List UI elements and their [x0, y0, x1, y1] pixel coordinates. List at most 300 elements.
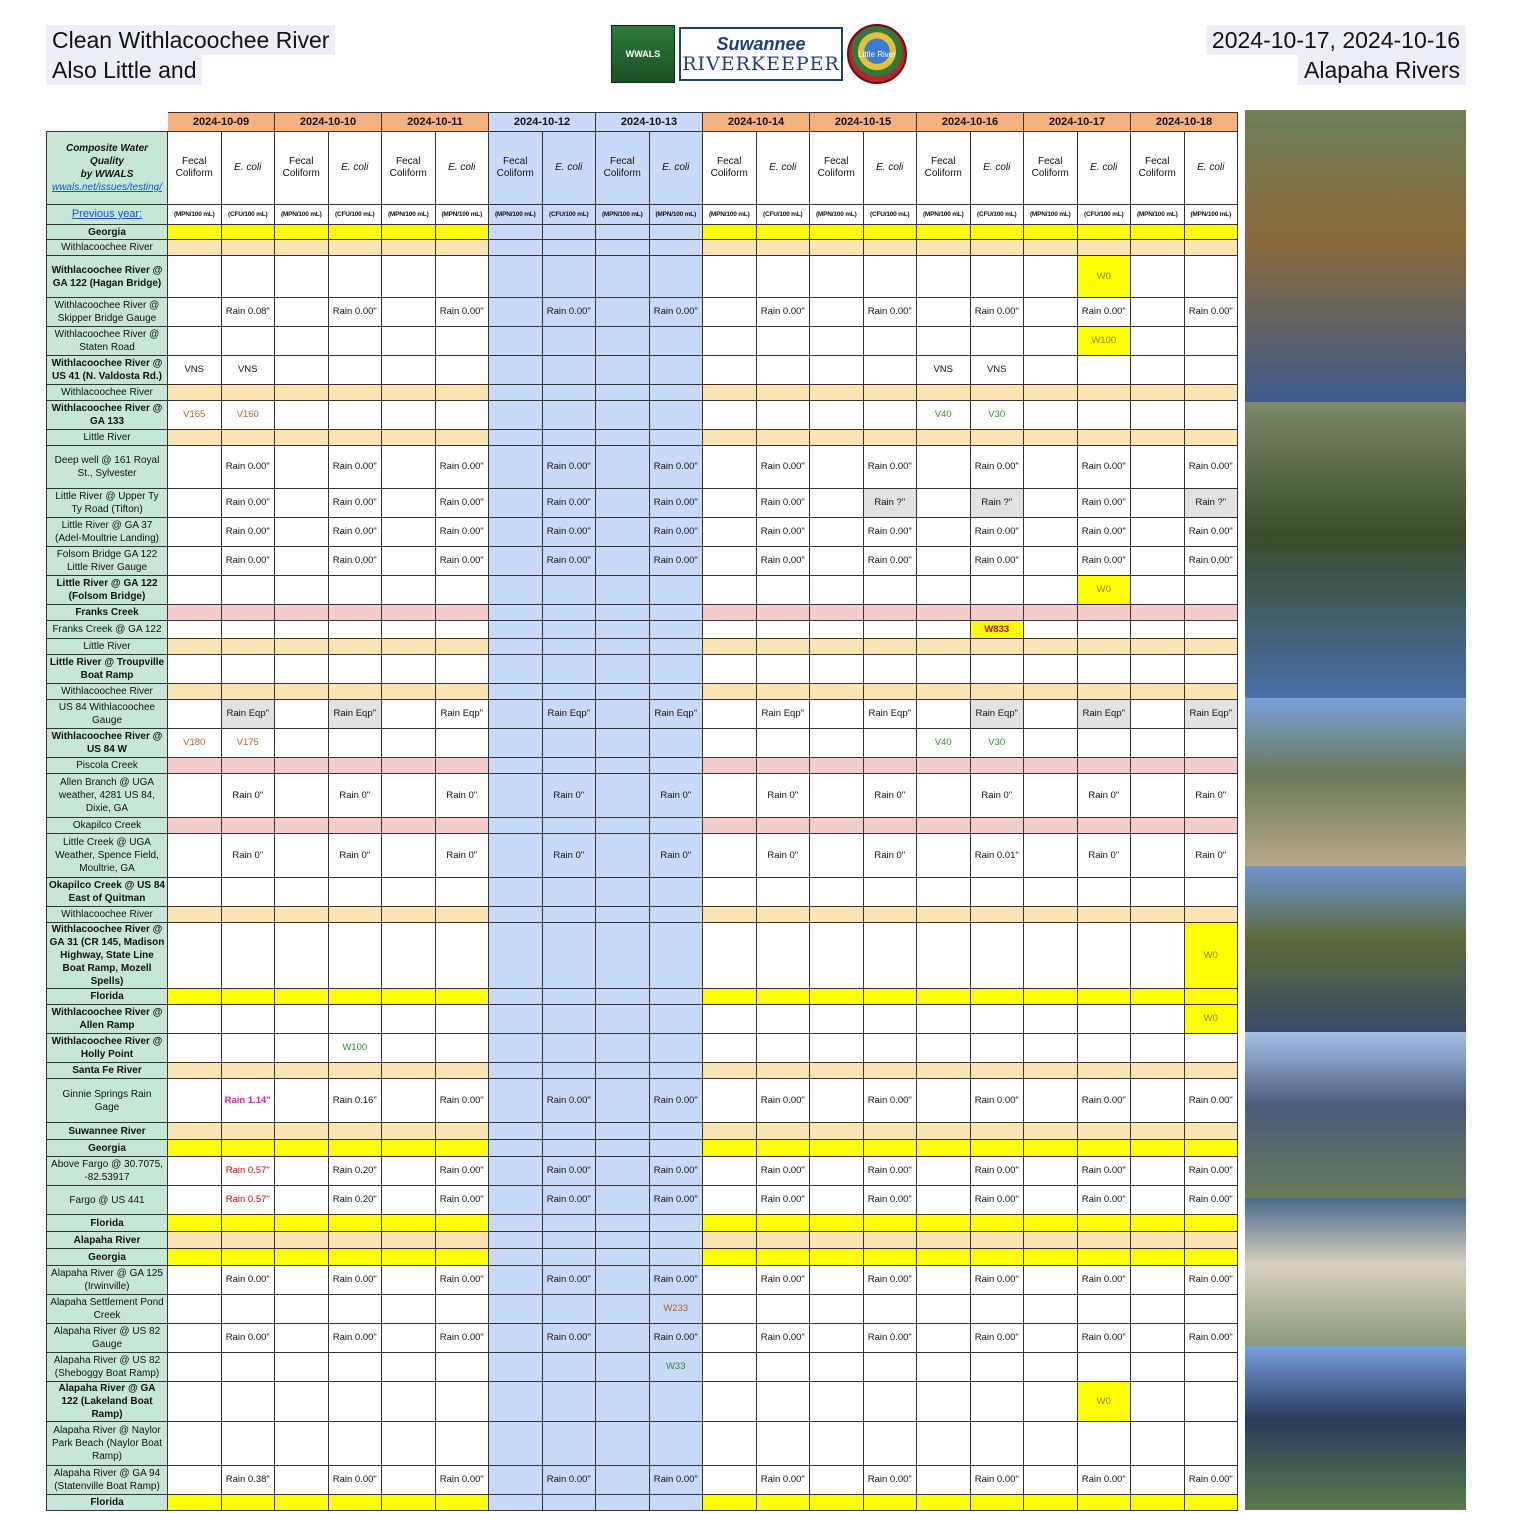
reading-cell: Rain 0.00" — [328, 518, 382, 547]
empty-cell — [168, 430, 222, 446]
empty-cell — [489, 1079, 543, 1123]
empty-cell — [489, 446, 543, 489]
reading-cell: Rain 0.00" — [221, 489, 275, 518]
empty-cell — [596, 1215, 650, 1232]
empty-cell — [542, 1382, 596, 1422]
reading-cell: Rain 0.00" — [221, 1324, 275, 1353]
reading-cell: Rain 0.38" — [221, 1466, 275, 1495]
site-row — [47, 489, 1238, 518]
empty-cell — [168, 834, 222, 878]
empty-cell — [970, 758, 1024, 774]
reading-cell: Rain 0.20" — [328, 1186, 382, 1215]
empty-cell — [596, 547, 650, 576]
reading-cell: Rain Eqp" — [970, 700, 1024, 729]
empty-cell — [328, 1422, 382, 1466]
empty-cell — [917, 1034, 971, 1063]
unit-cell: (CFU/100 mL) — [863, 205, 917, 225]
empty-cell — [1131, 1495, 1185, 1511]
reading-cell: Rain 0" — [435, 774, 489, 818]
reading-cell: Rain 0" — [221, 834, 275, 878]
empty-cell — [1077, 878, 1131, 907]
empty-cell — [703, 1215, 757, 1232]
empty-cell — [649, 1005, 703, 1034]
empty-cell — [756, 1034, 810, 1063]
ecoli-header: E. coli — [435, 132, 489, 205]
empty-cell — [756, 605, 810, 621]
empty-cell — [596, 989, 650, 1005]
reading-cell: Rain 0.00" — [863, 547, 917, 576]
empty-cell — [756, 621, 810, 639]
empty-cell — [275, 923, 329, 989]
site-label: Franks Creek — [47, 605, 168, 621]
unit-cell: (MPN/100 mL) — [596, 205, 650, 225]
empty-cell — [1184, 1353, 1238, 1382]
empty-cell — [917, 298, 971, 327]
empty-cell — [917, 834, 971, 878]
empty-cell — [863, 225, 917, 240]
wwals-testing-link[interactable]: wwals.net/issues/testing/ — [51, 182, 163, 193]
river-photo-4 — [1245, 866, 1466, 1033]
empty-cell — [168, 1466, 222, 1495]
empty-cell — [703, 1249, 757, 1266]
empty-cell — [703, 1295, 757, 1324]
empty-cell — [435, 729, 489, 758]
empty-cell — [863, 1232, 917, 1249]
empty-cell — [970, 1295, 1024, 1324]
reading-cell: Rain 0.00" — [970, 1186, 1024, 1215]
empty-cell — [221, 430, 275, 446]
empty-cell — [168, 818, 222, 834]
site-row — [47, 1034, 1238, 1063]
empty-cell — [221, 576, 275, 605]
empty-cell — [756, 1140, 810, 1157]
empty-cell — [596, 729, 650, 758]
empty-cell — [489, 1232, 543, 1249]
site-row — [47, 1466, 1238, 1495]
reading-cell: Rain 0" — [863, 834, 917, 878]
reading-cell: Rain 0.00" — [1077, 1266, 1131, 1295]
empty-cell — [756, 878, 810, 907]
empty-cell — [382, 684, 436, 700]
empty-cell — [1077, 639, 1131, 655]
site-row — [47, 298, 1238, 327]
empty-cell — [221, 385, 275, 401]
empty-cell — [1184, 621, 1238, 639]
empty-cell — [328, 989, 382, 1005]
empty-cell — [596, 1123, 650, 1140]
empty-cell — [703, 518, 757, 547]
date-header: 2024-10-11 — [382, 113, 489, 132]
site-row — [47, 729, 1238, 758]
empty-cell — [489, 256, 543, 298]
empty-cell — [489, 327, 543, 356]
empty-cell — [542, 729, 596, 758]
empty-cell — [1024, 1079, 1078, 1123]
site-label: Santa Fe River — [47, 1063, 168, 1079]
section-row — [47, 818, 1238, 834]
empty-cell — [168, 1382, 222, 1422]
empty-cell — [328, 605, 382, 621]
empty-cell — [382, 240, 436, 256]
river-photo-3 — [1245, 698, 1466, 867]
empty-cell — [917, 1215, 971, 1232]
empty-cell — [863, 1063, 917, 1079]
site-row — [47, 774, 1238, 818]
empty-cell — [703, 1186, 757, 1215]
empty-cell — [275, 818, 329, 834]
empty-cell — [382, 1382, 436, 1422]
empty-cell — [863, 576, 917, 605]
empty-cell — [1024, 621, 1078, 639]
empty-cell — [435, 621, 489, 639]
empty-cell — [1131, 256, 1185, 298]
empty-cell — [221, 621, 275, 639]
empty-cell — [382, 1232, 436, 1249]
reading-cell: Rain 0.00" — [756, 1466, 810, 1495]
empty-cell — [435, 1005, 489, 1034]
empty-cell — [275, 700, 329, 729]
empty-cell — [328, 758, 382, 774]
empty-cell — [1024, 1186, 1078, 1215]
empty-cell — [435, 1495, 489, 1511]
empty-cell — [1131, 1034, 1185, 1063]
empty-cell — [542, 1140, 596, 1157]
empty-cell — [275, 327, 329, 356]
empty-cell — [168, 298, 222, 327]
empty-cell — [275, 547, 329, 576]
empty-cell — [489, 1495, 543, 1511]
reading-cell: V30 — [970, 401, 1024, 430]
empty-cell — [917, 923, 971, 989]
empty-cell — [649, 1249, 703, 1266]
empty-cell — [542, 240, 596, 256]
empty-cell — [275, 385, 329, 401]
empty-cell — [328, 639, 382, 655]
empty-cell — [542, 655, 596, 684]
empty-cell — [382, 989, 436, 1005]
empty-cell — [435, 1382, 489, 1422]
empty-cell — [756, 256, 810, 298]
reading-cell: Rain ?" — [1184, 489, 1238, 518]
empty-cell — [810, 1215, 864, 1232]
reading-cell: Rain 0.00" — [328, 446, 382, 489]
empty-cell — [596, 576, 650, 605]
empty-cell — [1131, 729, 1185, 758]
fecal-coliform-header: Fecal Coliform — [917, 132, 971, 205]
reading-cell: Rain 0.00" — [863, 1186, 917, 1215]
empty-cell — [863, 1249, 917, 1266]
empty-cell — [917, 1079, 971, 1123]
empty-cell — [1024, 518, 1078, 547]
empty-cell — [756, 1353, 810, 1382]
empty-cell — [756, 1005, 810, 1034]
unit-cell: (MPN/100 mL) — [1184, 205, 1238, 225]
empty-cell — [1024, 298, 1078, 327]
empty-cell — [917, 489, 971, 518]
site-label: Little River @ GA 37 (Adel-Moultrie Landing) — [47, 518, 168, 547]
empty-cell — [489, 923, 543, 989]
previous-year-link[interactable]: Previous year: — [47, 205, 168, 225]
empty-cell — [168, 655, 222, 684]
empty-cell — [703, 256, 757, 298]
empty-cell — [1024, 446, 1078, 489]
section-row — [47, 225, 1238, 240]
site-label: Withlacoochee River — [47, 684, 168, 700]
empty-cell — [596, 758, 650, 774]
empty-cell — [1131, 446, 1185, 489]
empty-cell — [221, 1215, 275, 1232]
empty-cell — [810, 298, 864, 327]
empty-cell — [542, 621, 596, 639]
empty-cell — [1077, 923, 1131, 989]
empty-cell — [970, 1353, 1024, 1382]
empty-cell — [703, 225, 757, 240]
empty-cell — [168, 256, 222, 298]
reading-cell: Rain 0.00" — [863, 1157, 917, 1186]
empty-cell — [810, 256, 864, 298]
empty-cell — [382, 907, 436, 923]
empty-cell — [542, 923, 596, 989]
empty-cell — [275, 518, 329, 547]
empty-cell — [275, 446, 329, 489]
reading-cell: Rain 0" — [542, 834, 596, 878]
reading-cell: VNS — [970, 356, 1024, 385]
empty-cell — [382, 518, 436, 547]
reading-cell: Rain 0.00" — [649, 298, 703, 327]
empty-cell — [596, 923, 650, 989]
reading-cell: Rain 0.00" — [863, 1079, 917, 1123]
empty-cell — [917, 700, 971, 729]
empty-cell — [489, 1186, 543, 1215]
empty-cell — [756, 1495, 810, 1511]
empty-cell — [435, 1215, 489, 1232]
empty-cell — [1077, 1215, 1131, 1232]
reading-cell: Rain 0" — [1184, 834, 1238, 878]
empty-cell — [1024, 1266, 1078, 1295]
empty-cell — [1077, 430, 1131, 446]
empty-cell — [382, 385, 436, 401]
empty-cell — [756, 1295, 810, 1324]
empty-cell — [542, 1422, 596, 1466]
empty-cell — [917, 1353, 971, 1382]
reading-cell: Rain 0.00" — [1184, 298, 1238, 327]
empty-cell — [649, 1232, 703, 1249]
reading-cell: Rain 0" — [328, 834, 382, 878]
date-header: 2024-10-18 — [1131, 113, 1238, 132]
empty-cell — [275, 489, 329, 518]
empty-cell — [917, 225, 971, 240]
empty-cell — [1184, 684, 1238, 700]
site-label: Withlacoochee River — [47, 240, 168, 256]
empty-cell — [489, 489, 543, 518]
empty-cell — [1184, 401, 1238, 430]
empty-cell — [275, 298, 329, 327]
reading-cell: Rain 0.00" — [435, 518, 489, 547]
empty-cell — [1024, 1063, 1078, 1079]
reading-cell: Rain 0.00" — [435, 1466, 489, 1495]
reading-cell: Rain 0.00" — [435, 1324, 489, 1353]
section-row — [47, 385, 1238, 401]
empty-cell — [810, 758, 864, 774]
empty-cell — [221, 907, 275, 923]
reading-cell: W0 — [1184, 923, 1238, 989]
empty-cell — [596, 1353, 650, 1382]
empty-cell — [596, 605, 650, 621]
section-row — [47, 1215, 1238, 1232]
empty-cell — [382, 639, 436, 655]
reading-cell: Rain 0.00" — [328, 547, 382, 576]
empty-cell — [1077, 1123, 1131, 1140]
empty-cell — [489, 1140, 543, 1157]
reading-cell: Rain 0.00" — [435, 1079, 489, 1123]
unit-cell: (MPN/100 mL) — [382, 205, 436, 225]
empty-cell — [328, 729, 382, 758]
site-label: Suwannee River — [47, 1123, 168, 1140]
reading-cell: W100 — [1077, 327, 1131, 356]
reading-cell: Rain 0.00" — [756, 1079, 810, 1123]
empty-cell — [275, 621, 329, 639]
empty-cell — [596, 518, 650, 547]
ecoli-header: E. coli — [970, 132, 1024, 205]
empty-cell — [863, 240, 917, 256]
empty-cell — [221, 1123, 275, 1140]
site-row — [47, 256, 1238, 298]
empty-cell — [1024, 774, 1078, 818]
empty-cell — [542, 878, 596, 907]
empty-cell — [703, 700, 757, 729]
empty-cell — [489, 518, 543, 547]
empty-cell — [435, 1123, 489, 1140]
fecal-coliform-header: Fecal Coliform — [275, 132, 329, 205]
empty-cell — [1184, 878, 1238, 907]
site-row — [47, 401, 1238, 430]
empty-cell — [542, 1249, 596, 1266]
empty-cell — [168, 1063, 222, 1079]
empty-cell — [810, 1157, 864, 1186]
site-label: Allen Branch @ UGA weather, 4281 US 84, Dixie, GA — [47, 774, 168, 818]
empty-cell — [863, 356, 917, 385]
site-label: Alapaha River @ GA 122 (Lakeland Boat Ramp) — [47, 1382, 168, 1422]
empty-cell — [1131, 1079, 1185, 1123]
empty-cell — [756, 240, 810, 256]
site-label: Withlacoochee River @ Allen Ramp — [47, 1005, 168, 1034]
site-label: Alapaha River — [47, 1232, 168, 1249]
empty-cell — [168, 605, 222, 621]
empty-cell — [810, 989, 864, 1005]
empty-cell — [917, 684, 971, 700]
empty-cell — [970, 655, 1024, 684]
empty-cell — [649, 655, 703, 684]
empty-cell — [756, 1123, 810, 1140]
empty-cell — [703, 758, 757, 774]
empty-cell — [168, 1324, 222, 1353]
empty-cell — [542, 1034, 596, 1063]
empty-cell — [596, 1324, 650, 1353]
empty-cell — [275, 1140, 329, 1157]
empty-cell — [917, 1186, 971, 1215]
empty-cell — [1131, 401, 1185, 430]
empty-cell — [1077, 385, 1131, 401]
ecoli-header: E. coli — [542, 132, 596, 205]
empty-cell — [1024, 1295, 1078, 1324]
empty-cell — [1024, 758, 1078, 774]
reading-cell: Rain 0" — [1077, 834, 1131, 878]
empty-cell — [489, 834, 543, 878]
empty-cell — [1024, 700, 1078, 729]
empty-cell — [1184, 1495, 1238, 1511]
empty-cell — [435, 1353, 489, 1382]
empty-cell — [328, 878, 382, 907]
ecoli-header: E. coli — [328, 132, 382, 205]
empty-cell — [596, 1186, 650, 1215]
empty-cell — [489, 1123, 543, 1140]
empty-cell — [328, 1123, 382, 1140]
empty-cell — [168, 1140, 222, 1157]
empty-cell — [275, 729, 329, 758]
empty-cell — [649, 1034, 703, 1063]
reading-cell: Rain 0.00" — [328, 1266, 382, 1295]
fecal-coliform-header: Fecal Coliform — [489, 132, 543, 205]
reading-cell: Rain 0.00" — [649, 489, 703, 518]
empty-cell — [917, 327, 971, 356]
reading-cell: Rain 0" — [1077, 774, 1131, 818]
empty-cell — [703, 430, 757, 446]
reading-cell: Rain 0.00" — [1077, 446, 1131, 489]
empty-cell — [489, 774, 543, 818]
site-row — [47, 878, 1238, 907]
empty-cell — [863, 1495, 917, 1511]
empty-cell — [542, 1215, 596, 1232]
empty-cell — [1184, 729, 1238, 758]
empty-cell — [221, 1249, 275, 1266]
empty-cell — [168, 923, 222, 989]
empty-cell — [810, 1249, 864, 1266]
reading-cell: Rain 0.00" — [756, 446, 810, 489]
empty-cell — [221, 989, 275, 1005]
empty-cell — [1131, 834, 1185, 878]
empty-cell — [542, 1005, 596, 1034]
empty-cell — [168, 774, 222, 818]
empty-cell — [1024, 878, 1078, 907]
empty-cell — [596, 621, 650, 639]
composite-title-line: Composite Water — [65, 143, 149, 154]
empty-cell — [1184, 1249, 1238, 1266]
reading-cell: Rain 0.00" — [221, 1266, 275, 1295]
empty-cell — [649, 1215, 703, 1232]
empty-cell — [435, 401, 489, 430]
empty-cell — [756, 385, 810, 401]
empty-cell — [1184, 240, 1238, 256]
empty-cell — [649, 605, 703, 621]
empty-cell — [275, 684, 329, 700]
empty-cell — [863, 923, 917, 989]
empty-cell — [1024, 1140, 1078, 1157]
empty-cell — [863, 684, 917, 700]
empty-cell — [970, 605, 1024, 621]
site-label: Withlacoochee River @ US 84 W — [47, 729, 168, 758]
empty-cell — [1077, 1034, 1131, 1063]
empty-cell — [382, 774, 436, 818]
empty-cell — [1131, 225, 1185, 240]
fecal-coliform-header: Fecal Coliform — [703, 132, 757, 205]
empty-cell — [1131, 240, 1185, 256]
date-header: 2024-10-14 — [703, 113, 810, 132]
reading-cell: V180 — [168, 729, 222, 758]
empty-cell — [435, 1249, 489, 1266]
empty-cell — [542, 1123, 596, 1140]
empty-cell — [1024, 907, 1078, 923]
empty-cell — [275, 774, 329, 818]
